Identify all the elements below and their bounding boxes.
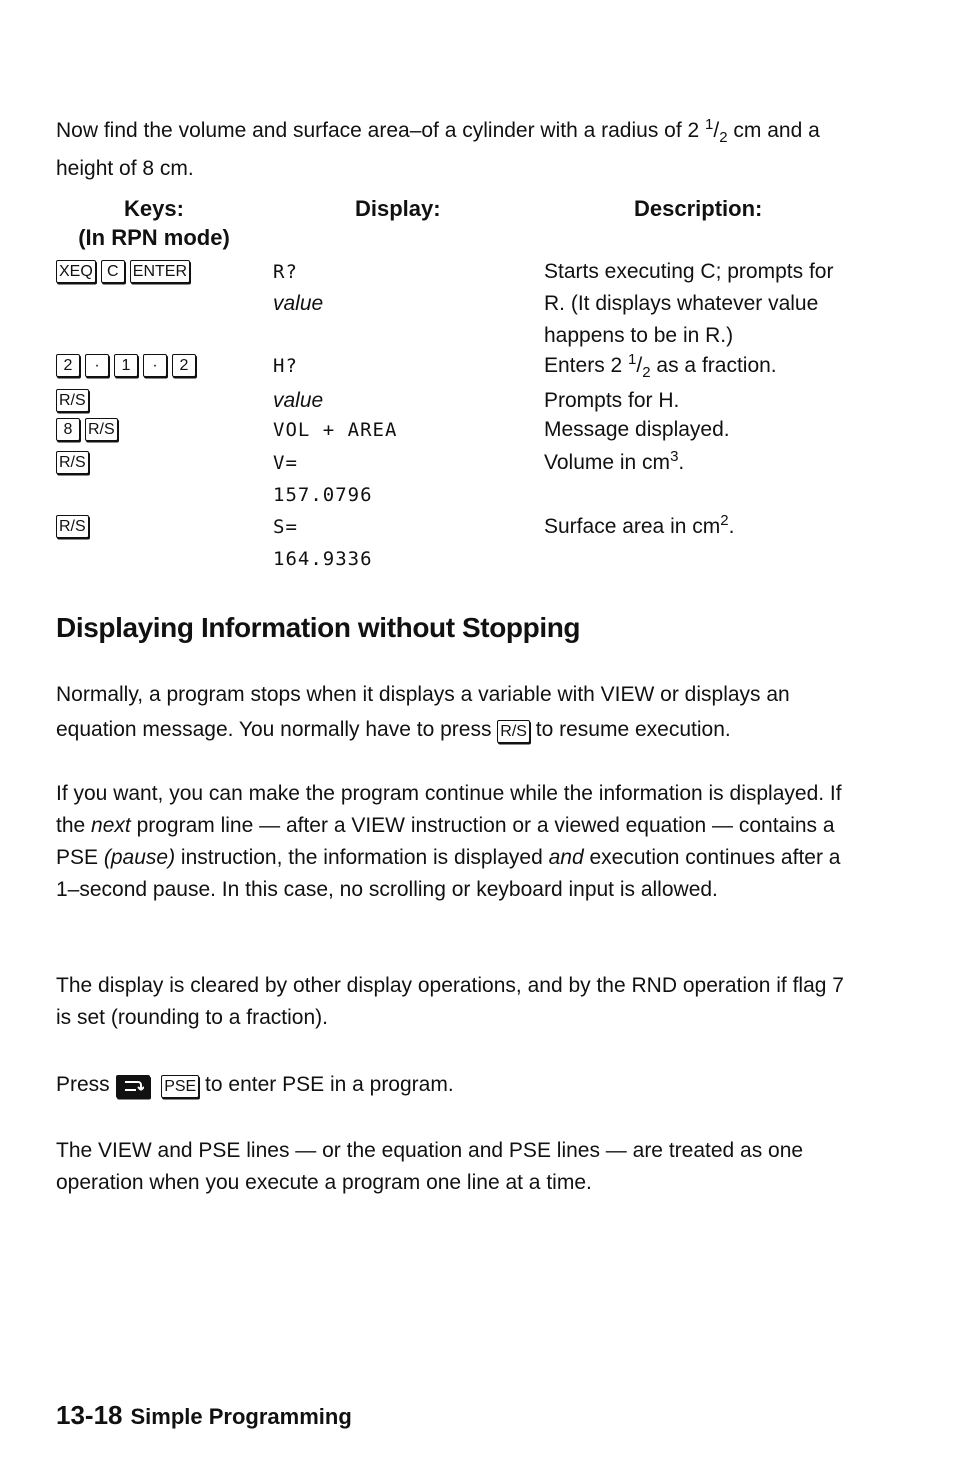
page-footer: [56, 1400, 352, 1431]
display-cell: value: [273, 389, 324, 412]
key-r-s: R/S: [56, 389, 89, 412]
key-1: 1: [114, 354, 138, 377]
key-c: C: [101, 260, 125, 283]
keys-cell: [56, 511, 89, 538]
intro-text-end: cm and a height of 8 cm.: [56, 119, 820, 180]
keys-cell: [56, 447, 89, 474]
display-cell: H?: [273, 355, 298, 377]
page-number: 13-18: [56, 1400, 123, 1430]
paragraph-display-cleared: The display is cleared by other display operations, and by the RND operation if flag 7 is set (rounding to a fraction).: [56, 974, 844, 1029]
fraction-numerator: 1: [705, 116, 714, 133]
key-pse: PSE: [161, 1075, 199, 1098]
key-dot: ·: [143, 354, 167, 377]
display-header: Display:: [355, 196, 441, 221]
key-r-s: R/S: [85, 418, 118, 441]
description-cell: Prompts for H.: [544, 389, 680, 412]
display-cell: S= 164.9336: [273, 516, 373, 570]
display-cell: R? value: [273, 261, 324, 315]
keys-cell: [56, 350, 196, 377]
keys-cell: [56, 256, 190, 283]
description-cell: Enters 2 $^1/_2$ as a fraction.: [544, 351, 777, 382]
intro-text: Now find the volume and surface area–of a cylinder with a radius of 2: [56, 119, 706, 142]
intro-paragraph: Now find the volume and surface area–of a cylinder with a radius of 2 $^1/_2$ cm and a height of 8 cm.: [56, 116, 820, 180]
key-2: 2: [56, 354, 80, 377]
display-cell: VOL + AREA: [273, 419, 398, 441]
description-cell: Starts executing C; prompts for R. (It displays whatever value happens to be in R.): [544, 260, 834, 347]
key-2: 2: [172, 354, 196, 377]
right-shift-icon: [116, 1075, 150, 1098]
description-cell: Message displayed.: [544, 418, 730, 441]
key-enter: ENTER: [130, 260, 190, 283]
keys-cell: [56, 385, 89, 412]
key-8: 8: [56, 418, 80, 441]
paragraph-press-pse: Press PSE to enter PSE in a program.: [56, 1073, 454, 1096]
paragraph-view-pse: The VIEW and PSE lines — or the equation and PSE lines — are treated as one operation when you execute a program one line at a time.: [56, 1139, 804, 1194]
description-cell: Surface area in $cm^2$.: [544, 512, 735, 538]
fraction-denominator: 2: [719, 129, 728, 147]
keys-cell: [56, 414, 118, 441]
description-header: Description:: [634, 196, 763, 221]
paragraph-resume: Normally, a program stops when it displays a variable with VIEW or displays an equation message. You normally have to press R/S to resume execution.: [56, 683, 790, 741]
paragraph-pause: If you want, you can make the program continue while the information is displayed. If the next program line — after a VIEW instruction or a viewed equation — contains a PSE (pause) instruction, the information is displayed and execution continues after a 1–second pause. In this case, no scrolling or keyboard input is allowed.: [56, 782, 842, 901]
section-heading: Displaying Information without Stopping: [56, 612, 581, 643]
key-r-s: R/S: [56, 451, 89, 474]
key-dot: ·: [85, 354, 109, 377]
display-cell: V= 157.0796: [273, 452, 373, 506]
chapter-title: Simple Programming: [130, 1404, 352, 1429]
key-r-s: R/S: [56, 515, 89, 538]
description-cell: Volume in $cm^3$.: [544, 448, 685, 474]
key-xeq: XEQ: [56, 260, 96, 283]
key-r-s: R/S: [497, 720, 530, 743]
keys-header: Keys: (In RPN mode): [78, 196, 230, 250]
